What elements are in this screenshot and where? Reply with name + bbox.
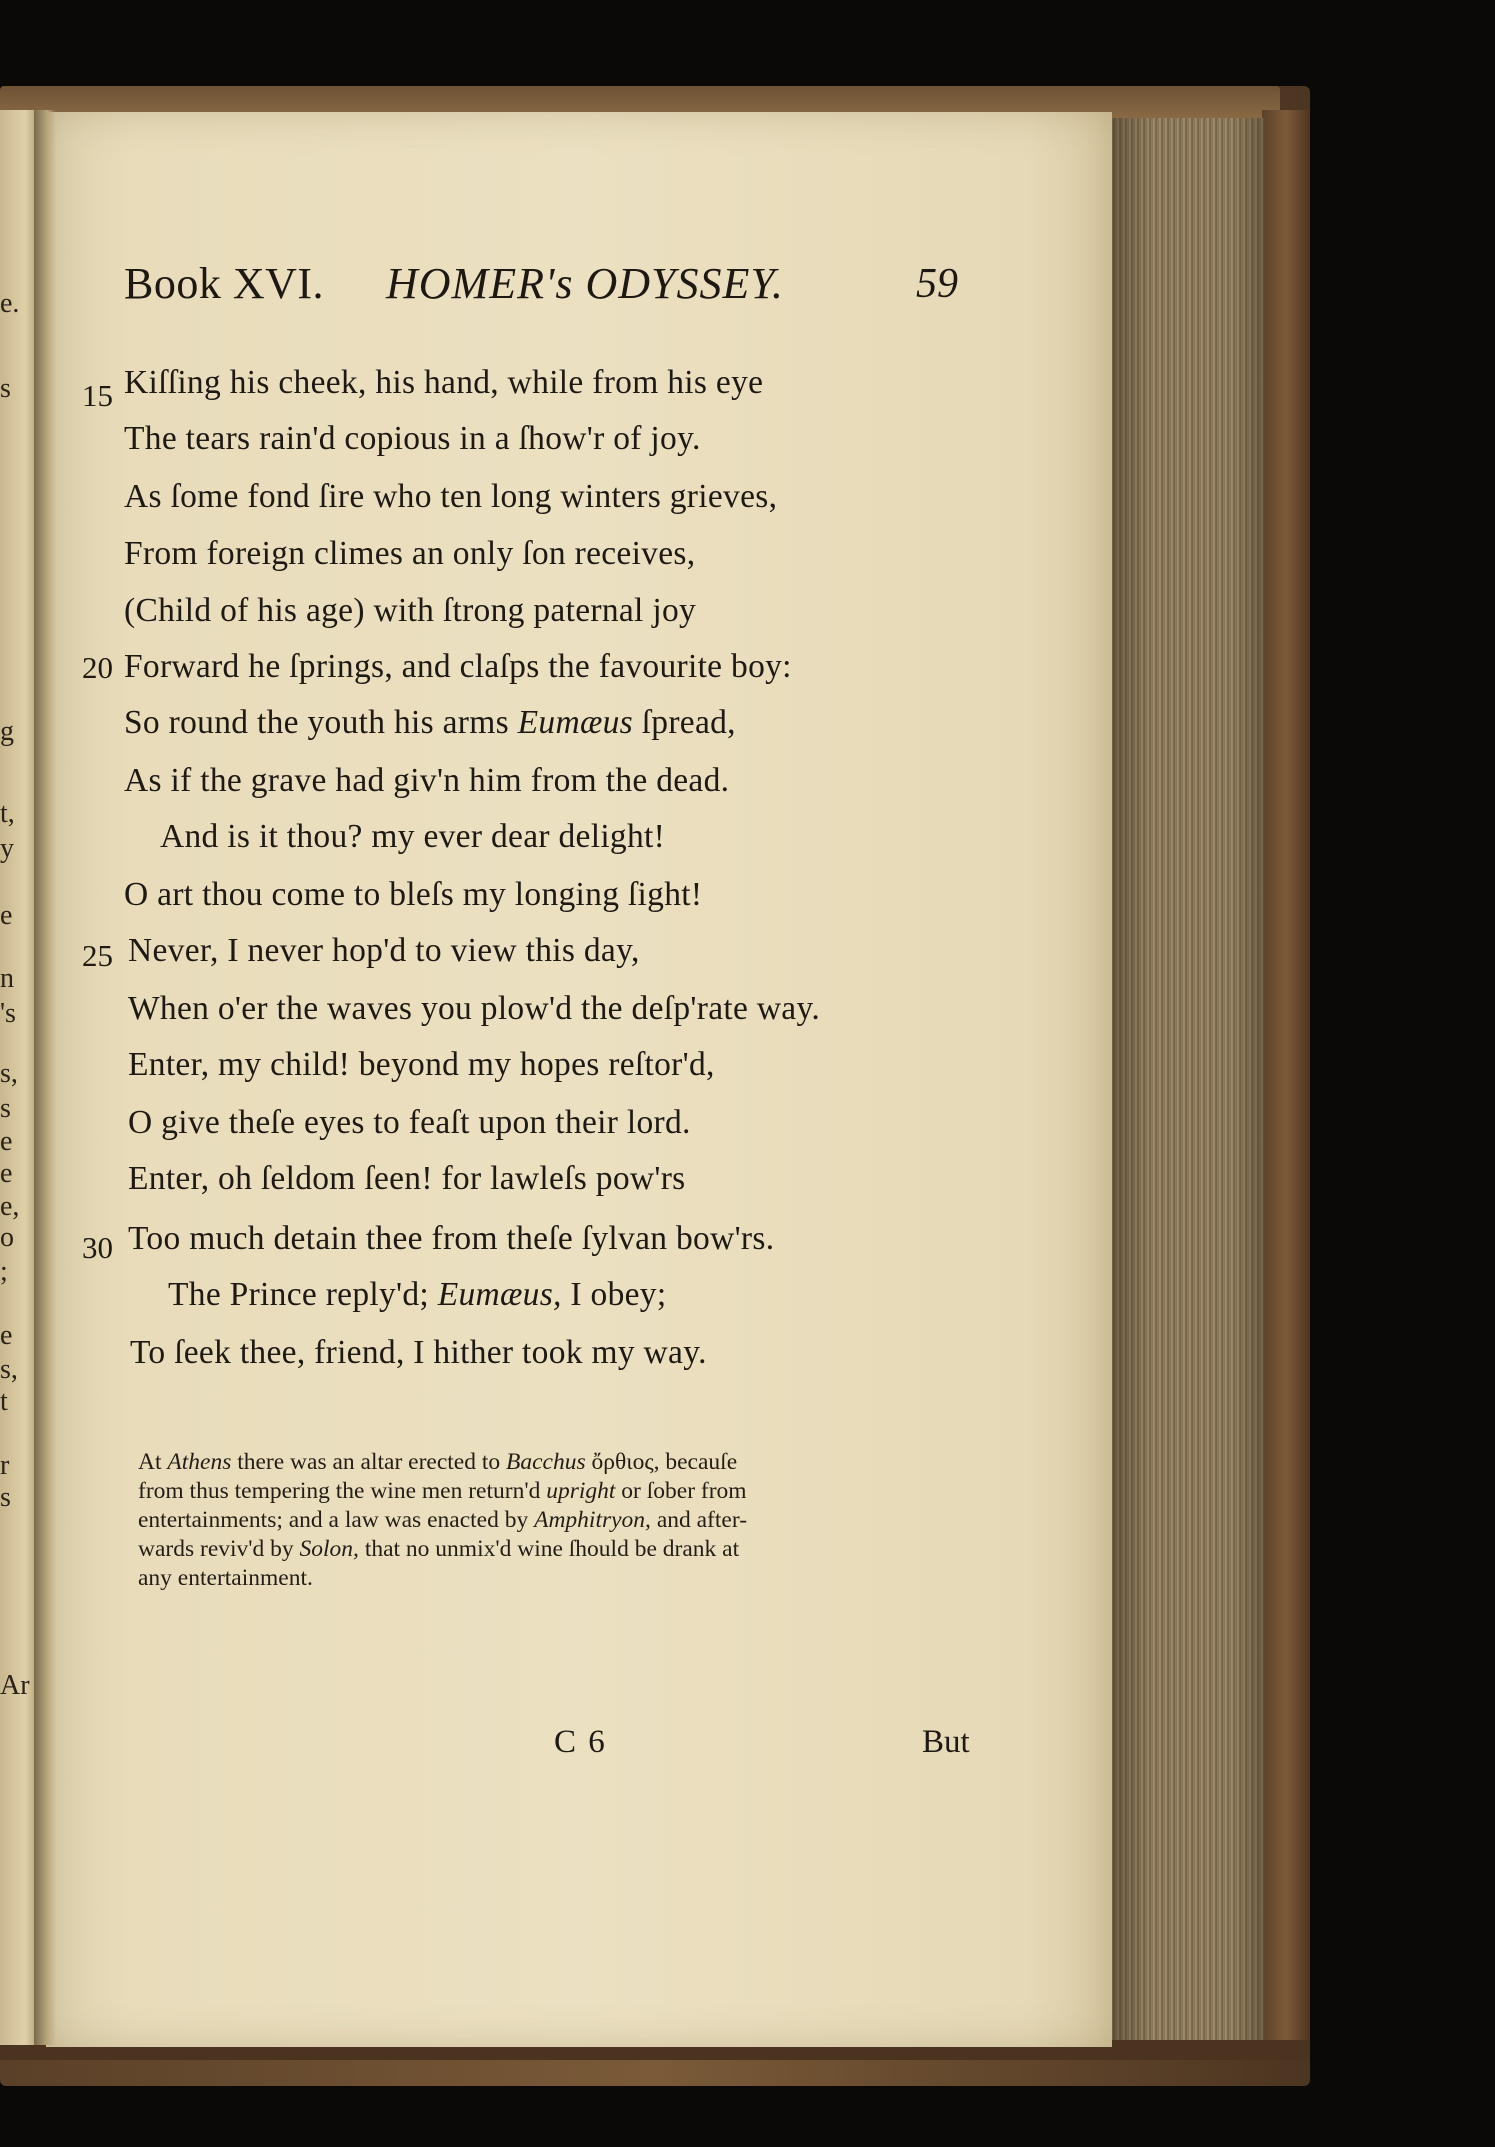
catchword: But xyxy=(922,1724,970,1760)
verse-block xyxy=(0,0,1100,1400)
verse-line: As if the grave had giv'n him from the dead. xyxy=(124,762,730,799)
verse-text: So round the youth his arms xyxy=(124,704,518,741)
footnote-text: ὄρθιος, becauſe xyxy=(585,1449,738,1475)
footnote-italic: Athens xyxy=(167,1449,232,1475)
header-title: HOMER's ODYSSEY. xyxy=(386,259,784,308)
verse-line: From foreign climes an only ſon receives, xyxy=(124,535,696,572)
prev-letter: ; xyxy=(0,1256,8,1287)
verse-line: To ſeek thee, friend, I hither took my way. xyxy=(130,1334,707,1371)
line-number: 25 xyxy=(82,938,113,973)
prev-letter: r xyxy=(0,1450,10,1481)
signature-mark: C 6 xyxy=(554,1724,607,1760)
footnote-italic: upright xyxy=(546,1478,616,1504)
verse-line: (Child of his age) with ſtrong paternal joy xyxy=(124,592,697,629)
header-page-number: 59 xyxy=(916,261,958,307)
verse-line: Too much detain thee from theſe ſylvan bow'rs. xyxy=(128,1220,775,1257)
footnote-text: there was an altar erected to xyxy=(231,1449,507,1475)
verse-line: Forward he ſprings, and claſps the favourite boy: xyxy=(124,648,792,685)
header-book-number: Book XVI. xyxy=(124,259,325,308)
prev-letter: t, xyxy=(0,798,15,829)
footnote-text: wards reviv'd by xyxy=(138,1536,300,1562)
verse-line: When o'er the waves you plow'd the deſp'rate way. xyxy=(128,990,821,1027)
verse-line: As ſome fond ſire who ten long winters grieves, xyxy=(124,478,778,515)
prev-letter: o xyxy=(0,1222,14,1253)
verse-text: ſpread, xyxy=(632,704,736,741)
verse-line: Enter, my child! beyond my hopes reſtor'd, xyxy=(128,1046,715,1083)
prev-letter: e, xyxy=(0,1191,20,1222)
prev-letter: e xyxy=(0,900,13,931)
footnote-line xyxy=(138,1506,998,1535)
footnote-line xyxy=(138,1448,998,1477)
verse-line: The tears rain'd copious in a ſhow'r of joy. xyxy=(124,420,701,457)
footnote-italic: Solon, xyxy=(299,1536,359,1562)
prev-letter: g xyxy=(0,716,14,747)
verse-line: O give theſe eyes to feaſt upon their lord. xyxy=(128,1104,691,1141)
footnote-text: and after- xyxy=(650,1507,748,1533)
prev-letter: Ar xyxy=(0,1670,30,1701)
prev-letter: t xyxy=(0,1386,8,1417)
footnote-text: At xyxy=(138,1449,168,1475)
verse-text: I obey; xyxy=(561,1276,667,1313)
footnote-text: entertainments; and a law was enacted by xyxy=(138,1507,535,1533)
verse-name-italic: Eumæus xyxy=(517,704,633,741)
footnote-line: any entertainment. xyxy=(138,1565,313,1591)
footnote-text: or ſober from xyxy=(615,1478,747,1504)
prev-letter: s xyxy=(0,373,11,404)
prev-letter: n xyxy=(0,963,14,994)
line-number: 20 xyxy=(82,650,113,685)
prev-letter: s xyxy=(0,1093,11,1124)
verse-text: The Prince reply'd; xyxy=(168,1276,438,1313)
prev-letter: 's xyxy=(0,998,16,1029)
book-board-right xyxy=(1262,110,1310,2045)
verse-name-italic: Eumæus, xyxy=(437,1276,562,1313)
footnote-italic: Bacchus xyxy=(506,1449,586,1475)
prev-letter: e xyxy=(0,1126,13,1157)
verse-line: And is it thou? my ever dear delight! xyxy=(160,818,666,855)
verse-line: O art thou come to bleſs my longing ſight! xyxy=(124,876,703,913)
prev-letter: s, xyxy=(0,1058,18,1089)
footnote-italic: Amphitryon, xyxy=(534,1507,651,1533)
footnote-text: from thus tempering the wine men return'd xyxy=(138,1478,547,1504)
verse-line xyxy=(168,1276,666,1314)
footnote-line xyxy=(138,1535,998,1564)
verse-line: Kiſſing his cheek, his hand, while from his eye xyxy=(124,364,764,401)
prev-letter: e xyxy=(0,1158,13,1189)
footnote xyxy=(138,1448,998,1593)
verse-line xyxy=(124,704,736,742)
line-number: 15 xyxy=(82,378,113,413)
prev-letter: s, xyxy=(0,1354,18,1385)
footnote-line xyxy=(138,1477,998,1506)
page-edges-shadow xyxy=(1104,118,1264,2053)
prev-letter: e xyxy=(0,1320,13,1351)
prev-letter: y xyxy=(0,833,14,864)
footnote-text: that no unmix'd wine ſhould be drank at xyxy=(358,1536,740,1562)
verse-line: Enter, oh ſeldom ſeen! for lawleſs pow'rs xyxy=(128,1160,686,1197)
prev-letter: s xyxy=(0,1482,11,1513)
line-number: 30 xyxy=(82,1230,113,1265)
prev-letter: e. xyxy=(0,288,20,319)
verse-line: Never, I never hop'd to view this day, xyxy=(128,932,640,969)
